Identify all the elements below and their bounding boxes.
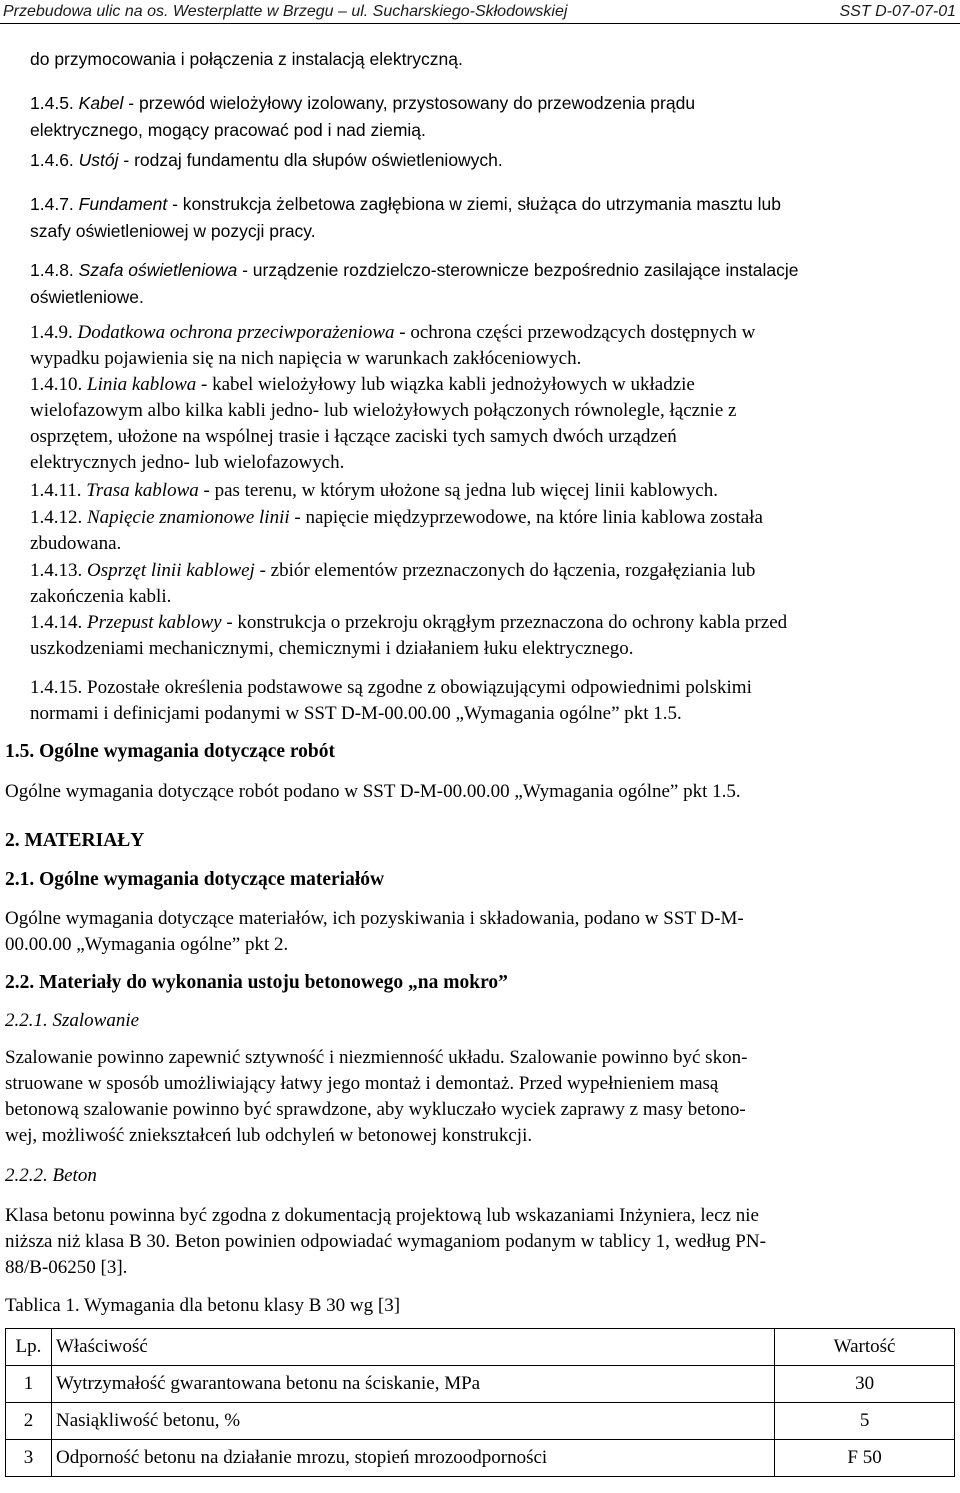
table-header-row: [6, 1329, 955, 1366]
paragraph-line: Klasa betonu powinna być zgodna z dokumentacją projektową lub wskazaniami Inżyniera, lecz nie: [5, 1205, 759, 1226]
definition-number: 1.4.6.: [30, 150, 74, 170]
cell-lp: 2: [6, 1403, 52, 1440]
header-cell-property: Właściwość: [51, 1329, 774, 1366]
definition-text: uszkodzeniami mechanicznymi, chemicznymi i działaniem łuku elektrycznego.: [30, 638, 634, 659]
definition-text: - konstrukcja o przekroju okrągłym przeznaczona do ochrony kabla przed: [221, 612, 788, 633]
table-row: [6, 1403, 955, 1440]
cell-lp: 1: [6, 1366, 52, 1403]
definition-text: - pas terenu, w którym ułożone są jedna lub więcej linii kablowych.: [198, 480, 718, 501]
definition-1-4-6: [30, 147, 955, 174]
definition-text: - ochrona części przewodzących dostępnych w: [394, 322, 756, 343]
heading-2-2: 2.2. Materiały do wykonania ustoju betonowego „na mokro”: [5, 972, 508, 993]
definition-term: Szafa oświetleniowa: [78, 260, 238, 280]
cell-value: 5: [775, 1403, 955, 1440]
paragraph-line: 88/B-06250 [3].: [5, 1257, 128, 1278]
table-row: [6, 1440, 955, 1477]
definition-1-4-7: [30, 191, 955, 245]
definition-term: Ustój: [78, 150, 119, 170]
table-row: [6, 1366, 955, 1403]
definition-1-4-5: [30, 90, 955, 144]
definition-number: 1.4.7.: [30, 194, 74, 214]
definition-number: 1.4.8.: [30, 260, 74, 280]
definition-number: 1.4.11.: [30, 480, 82, 501]
definition-number: 1.4.15.: [30, 677, 83, 698]
paragraph-1-5: Ogólne wymagania dotyczące robót podano w SST D-M-00.00.00 „Wymagania ogólne” pkt 1.5.: [5, 781, 741, 802]
definition-number: 1.4.5.: [30, 93, 74, 113]
definition-text: - urządzenie rozdzielczo-sterownicze bezpośrednio zasilające instalacje: [237, 260, 799, 280]
definition-text: - napięcie międzyprzewodowe, na które linia kablowa została: [289, 507, 763, 528]
cell-value: F 50: [775, 1440, 955, 1477]
cell-value: 30: [775, 1366, 955, 1403]
header-rule: [0, 23, 960, 24]
heading-2: 2. MATERIAŁY: [5, 830, 145, 851]
concrete-requirements-table: [5, 1328, 955, 1477]
paragraph-line: betonową szalowanie powinno być sprawdzone, aby wykluczało wyciek zaprawy z masy betono-: [5, 1099, 746, 1120]
cell-property: Odporność betonu na działanie mrozu, stopień mrozoodporności: [51, 1440, 774, 1477]
definition-text: - zbiór elementów przeznaczonych do łączenia, rozgałęziania lub: [254, 560, 756, 581]
definition-continuation: [30, 46, 955, 73]
definition-text: - przewód wielożyłowy izolowany, przystosowany do przewodzenia prądu: [123, 93, 696, 113]
definition-text: wielofazowym albo kilka kabli jedno- lub wielożyłowych połączonych równolegle, łącznie z: [30, 400, 737, 421]
definition-text: wypadku pojawienia się na nich napięcia w warunkach zakłóceniowych.: [30, 348, 582, 369]
definition-number: 1.4.12.: [30, 507, 83, 528]
paragraph-line: struowane w sposób umożliwiający łatwy jego montaż i demontaż. Przed wypełnieniem masą: [5, 1073, 719, 1094]
definition-term: Napięcie znamionowe linii: [87, 507, 290, 528]
definition-number: 1.4.10.: [30, 374, 83, 395]
definition-text: zakończenia kabli.: [30, 586, 172, 607]
definition-term: Dodatkowa ochrona przeciwporażeniowa: [77, 322, 395, 343]
heading-2-2-1: 2.2.1. Szalowanie: [5, 1010, 140, 1031]
cell-lp: 3: [6, 1440, 52, 1477]
header-cell-value: Wartość: [775, 1329, 955, 1366]
definition-text: osprzętem, ułożone na wspólnej trasie i łączące zaciski tych samych dwóch urządzeń: [30, 426, 677, 447]
definition-text: zbudowana.: [30, 533, 122, 554]
paragraph-2-2-2: [5, 1203, 955, 1281]
definition-text: normami i definicjami podanymi w SST D-M-00.00.00 „Wymagania ogólne” pkt 1.5.: [30, 703, 682, 724]
header-title: Przebudowa ulic na os. Westerplatte w Brzegu – ul. Sucharskiego-Skłodowskiej: [3, 3, 568, 20]
definition-1-4-9: [30, 320, 955, 372]
definition-term: Przepust kablowy: [87, 612, 222, 633]
definition-term: Kabel: [78, 93, 124, 113]
definition-text: Pozostałe określenia podstawowe są zgodne z obowiązującymi odpowiednimi polskimi: [87, 677, 752, 698]
definition-1-4-15: [30, 675, 955, 727]
definition-1-4-12: [30, 505, 955, 557]
definition-term: Trasa kablowa: [86, 480, 199, 501]
paragraph-line: Szalowanie powinno zapewnić sztywność i niezmienność układu. Szalowanie powinno być skon-: [5, 1047, 748, 1068]
paragraph-2-2-1: [5, 1045, 955, 1149]
header-spec-code: SST D-07-07-01: [839, 3, 956, 20]
definition-text: elektrycznych jedno- lub wielofazowych.: [30, 452, 345, 473]
definition-text: - konstrukcja żelbetowa zagłębiona w ziemi, służąca do utrzymania masztu lub: [167, 194, 781, 214]
definition-term: Linia kablowa: [87, 374, 197, 395]
paragraph-2-1: [5, 906, 955, 958]
definition-text: do przymocowania i połączenia z instalacją elektryczną.: [30, 49, 463, 69]
header-cell-lp: Lp.: [6, 1329, 52, 1366]
definition-1-4-11: [30, 478, 955, 504]
paragraph-line: 00.00.00 „Wymagania ogólne” pkt 2.: [5, 934, 289, 955]
definition-1-4-8: [30, 257, 955, 311]
definition-1-4-13: [30, 558, 955, 610]
heading-1-5: 1.5. Ogólne wymagania dotyczące robót: [5, 741, 336, 762]
definition-text: oświetleniowe.: [30, 287, 144, 307]
heading-2-2-2: 2.2.2. Beton: [5, 1165, 97, 1186]
definition-number: 1.4.14.: [30, 612, 83, 633]
definition-text: szafy oświetleniowej w pozycji pracy.: [30, 221, 316, 241]
cell-property: Nasiąkliwość betonu, %: [51, 1403, 774, 1440]
definition-1-4-14: [30, 610, 955, 662]
definition-text: - rodzaj fundamentu dla słupów oświetleniowych.: [118, 150, 503, 170]
definition-term: Fundament: [78, 194, 168, 214]
definition-text: - kabel wielożyłowy lub wiązka kabli jednożyłowych w układzie: [196, 374, 695, 395]
cell-property: Wytrzymałość gwarantowana betonu na ściskanie, MPa: [51, 1366, 774, 1403]
table-caption: Tablica 1. Wymagania dla betonu klasy B 30 wg [3]: [5, 1295, 401, 1316]
paragraph-line: niższa niż klasa B 30. Beton powinien odpowiadać wymaganiom podanym w tablicy 1, według PN-: [5, 1231, 766, 1252]
running-header: [0, 0, 960, 24]
definition-1-4-10: [30, 372, 955, 476]
paragraph-line: Ogólne wymagania dotyczące materiałów, ich pozyskiwania i składowania, podano w SST D-M-: [5, 908, 744, 929]
definition-number: 1.4.13.: [30, 560, 83, 581]
heading-2-1: 2.1. Ogólne wymagania dotyczące materiałów: [5, 869, 385, 890]
definition-text: elektrycznego, mogący pracować pod i nad ziemią.: [30, 120, 426, 140]
definition-number: 1.4.9.: [30, 322, 73, 343]
paragraph-line: wej, możliwość zniekształceń lub odchyleń w betonowej konstrukcji.: [5, 1125, 533, 1146]
definition-term: Osprzęt linii kablowej: [87, 560, 255, 581]
